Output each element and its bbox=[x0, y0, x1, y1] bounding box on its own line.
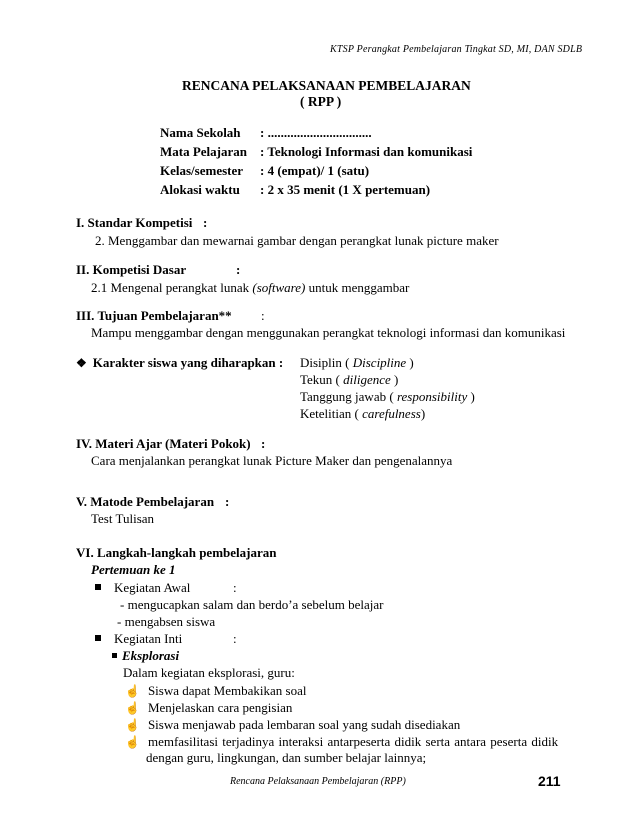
pointing-hand-icon: ☝ bbox=[125, 735, 140, 749]
section-metode-colon: : bbox=[225, 494, 230, 509]
running-header: KTSP Perangkat Pembelajaran Tingkat SD, MI, DAN SDLB bbox=[330, 44, 583, 55]
identity-value-time: : 2 x 35 menit (1 X pertemuan) bbox=[260, 182, 431, 197]
identity-label-class: Kelas/semester bbox=[160, 163, 244, 178]
section-standar-kompetisi-colon: : bbox=[203, 215, 208, 230]
awal-item: - mengabsen siswa bbox=[117, 614, 216, 629]
square-bullet-icon bbox=[95, 635, 101, 641]
karakter-item: Disiplin ( Discipline ) bbox=[300, 355, 414, 370]
awal-item: - mengucapkan salam dan berdo’a sebelum belajar bbox=[120, 597, 384, 612]
section-standar-kompetisi-heading: I. Standar Kompetisi bbox=[76, 215, 193, 230]
karakter-item: Tekun ( diligence ) bbox=[300, 372, 399, 387]
eksplorasi-item: ☝ Siswa menjawab pada lembaran soal yang sudah disediakan bbox=[125, 717, 461, 732]
identity-label-school: Nama Sekolah bbox=[160, 125, 241, 140]
eksplorasi-intro: Dalam kegiatan eksplorasi, guru: bbox=[123, 665, 295, 680]
square-bullet-icon bbox=[112, 653, 117, 658]
section-langkah-heading: VI. Langkah-langkah pembelajaran bbox=[76, 545, 277, 560]
document-subtitle: ( RPP ) bbox=[300, 94, 342, 109]
footer-text: Rencana Pelaksanaan Pembelajaran (RPP) bbox=[230, 776, 406, 787]
eksplorasi-heading: Eksplorasi bbox=[112, 648, 179, 664]
pertemuan-label: Pertemuan ke 1 bbox=[91, 562, 176, 577]
karakter-item: Ketelitian ( carefulness) bbox=[300, 406, 426, 421]
materi-text: Cara menjalankan perangkat lunak Picture Maker dan pengenalannya bbox=[91, 453, 453, 468]
section-kompetisi-dasar-colon: : bbox=[236, 262, 241, 277]
section-tujuan-colon: : bbox=[261, 308, 265, 323]
identity-value-class: : 4 (empat)/ 1 (satu) bbox=[260, 163, 370, 178]
identity-label-subject: Mata Pelajaran bbox=[160, 144, 248, 159]
kegiatan-awal-colon: : bbox=[233, 580, 237, 595]
eksplorasi-item-continuation: dengan guru, lingkungan, dan sumber belajar lainnya; bbox=[146, 750, 427, 765]
section-tujuan-heading: III. Tujuan Pembelajaran** bbox=[76, 308, 232, 323]
kegiatan-awal-label: Kegiatan Awal bbox=[95, 580, 190, 596]
section-metode-heading: V. Matode Pembelajaran bbox=[76, 494, 215, 509]
document-title: RENCANA PELAKSANAAN PEMBELAJARAN bbox=[182, 78, 471, 93]
kompetisi-dasar-text: 2.1 Mengenal perangkat lunak (software) untuk menggambar bbox=[91, 280, 410, 295]
tujuan-text: Mampu menggambar dengan menggunakan perangkat teknologi informasi dan komunikasi bbox=[91, 325, 566, 340]
karakter-item: Tanggung jawab ( responsibility ) bbox=[300, 389, 475, 404]
page-number: 211 bbox=[538, 773, 561, 789]
square-bullet-icon bbox=[95, 584, 101, 590]
kegiatan-inti-label: Kegiatan Inti bbox=[95, 631, 182, 647]
pointing-hand-icon: ☝ bbox=[125, 684, 140, 698]
section-kompetisi-dasar-heading: II. Kompetisi Dasar bbox=[76, 262, 187, 277]
eksplorasi-item: ☝ Siswa dapat Membakikan soal bbox=[125, 683, 307, 698]
identity-value-school: : ................................ bbox=[260, 125, 372, 140]
identity-value-subject: : Teknologi Informasi dan komunikasi bbox=[260, 144, 473, 159]
karakter-heading: ❖ Karakter siswa yang diharapkan : bbox=[76, 355, 284, 370]
pointing-hand-icon: ☝ bbox=[125, 701, 140, 715]
standar-kompetisi-text: 2. Menggambar dan mewarnai gambar dengan perangkat lunak picture maker bbox=[95, 233, 499, 248]
identity-label-time: Alokasi waktu bbox=[160, 182, 240, 197]
eksplorasi-item: ☝ memfasilitasi terjadinya interaksi antarpeserta didik serta antara peserta didik bbox=[125, 734, 559, 749]
metode-text: Test Tulisan bbox=[91, 511, 155, 526]
section-materi-heading: IV. Materi Ajar (Materi Pokok) bbox=[76, 436, 251, 451]
diamond-bullet-icon: ❖ bbox=[76, 356, 87, 370]
eksplorasi-item: ☝ Menjelaskan cara pengisian bbox=[125, 700, 293, 715]
kegiatan-inti-colon: : bbox=[233, 631, 237, 646]
section-materi-colon: : bbox=[261, 436, 266, 451]
pointing-hand-icon: ☝ bbox=[125, 718, 140, 732]
